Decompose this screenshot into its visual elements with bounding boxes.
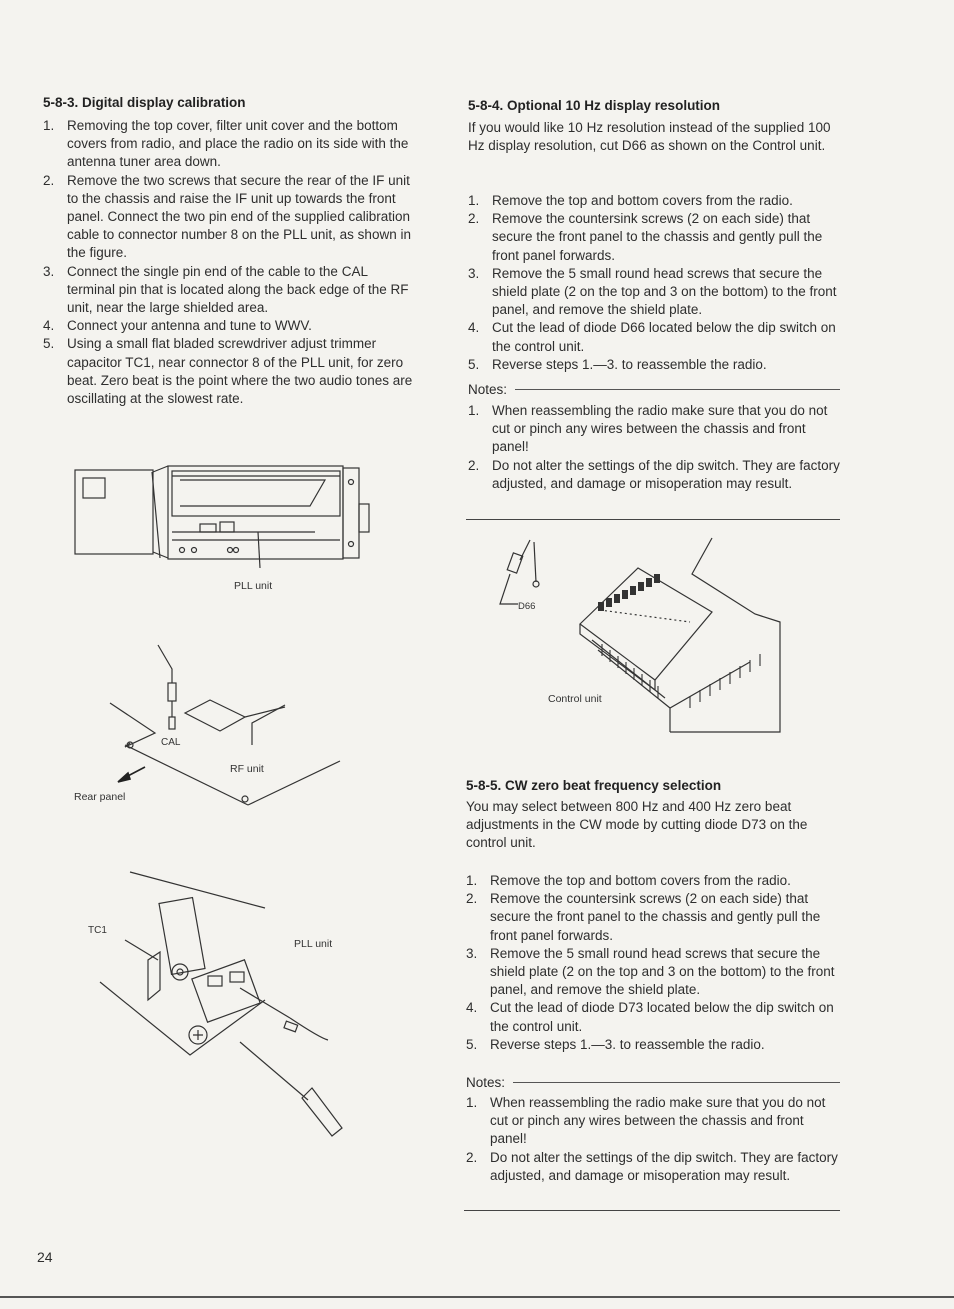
rf-unit-label: RF unit bbox=[230, 763, 264, 775]
section-5-8-5-heading: 5-8-5. CW zero beat frequency selection bbox=[466, 778, 722, 793]
section-5-8-4-notes bbox=[468, 402, 840, 493]
section-5-8-4-heading: 5-8-4. Optional 10 Hz display resolution bbox=[468, 98, 721, 113]
notes-heading: Notes: bbox=[468, 382, 840, 397]
section-5-8-4-intro: If you would like 10 Hz resolution instead of the supplied 100 Hz display resolution, cut D66 as shown on the Control unit. bbox=[468, 120, 831, 154]
list-item: 2. Remove the countersink screws (2 on each side) that secure the front panel to the chassis and gently pull the front panel forwards. bbox=[468, 211, 823, 263]
list-item: 2. Do not alter the settings of the dip switch. They are factory adjusted, and damage or misoperation may result. bbox=[466, 1149, 838, 1183]
d66-label: D66 bbox=[518, 601, 536, 612]
control-unit-d66-figure bbox=[490, 532, 790, 742]
section-5-8-4-steps bbox=[468, 192, 840, 374]
section-5-8-3-heading: 5-8-3. Digital display calibration bbox=[43, 95, 246, 110]
list-item: 1. Remove the top and bottom covers from the radio. bbox=[466, 873, 791, 888]
section-5-8-5-steps bbox=[466, 872, 840, 1054]
tc1-screwdriver-figure bbox=[80, 860, 360, 1150]
list-item: 1. When reassembling the radio make sure that you do not cut or pinch any wires between the chassis and front panel! bbox=[468, 403, 828, 455]
tc1-label: TC1 bbox=[88, 925, 107, 936]
section-5-8-5-notes bbox=[466, 1094, 840, 1185]
radio-side-view-figure bbox=[70, 462, 390, 602]
section-5-8-5-intro: You may select between 800 Hz and 400 Hz zero beat adjustments in the CW mode by cutting diode D73 on the control unit. bbox=[466, 799, 808, 851]
rf-unit-cal-figure bbox=[70, 645, 350, 805]
notes-heading: Notes: bbox=[466, 1075, 840, 1090]
list-item: 4. Cut the lead of diode D66 located below the dip switch on the control unit. bbox=[468, 320, 836, 354]
list-item: 2. Remove the two screws that secure the rear of the IF unit to the chassis and raise the IF unit up towards the front panel. Connect the two pin end of the supplied calibration cable to connector number 8 on the PLL unit, as shown in the figure. bbox=[43, 172, 411, 261]
page-number: 24 bbox=[37, 1249, 53, 1265]
section-divider bbox=[466, 519, 840, 520]
page-edge bbox=[0, 1296, 954, 1298]
list-item: 3. Connect the single pin end of the cable to the CAL terminal pin that is located along the back edge of the RF unit, near the large shielded area. bbox=[43, 263, 409, 316]
section-divider bbox=[464, 1210, 840, 1211]
pll-unit-bottom-label: PLL unit bbox=[294, 938, 333, 950]
list-item: 5. Using a small flat bladed screwdriver adjust trimmer capacitor TC1, near connector 8 of the PLL unit, for zero beat. Zero beat is the point where the two audio tones are oscillating at the slowest rate. bbox=[43, 336, 413, 407]
pll-unit-label: PLL unit bbox=[234, 580, 273, 592]
list-item: 1. Removing the top cover, filter unit cover and the bottom covers from radio, and place the radio on its side with the antenna tuner area down. bbox=[43, 118, 409, 170]
cal-label: CAL bbox=[161, 737, 181, 748]
list-item: 2. Remove the countersink screws (2 on each side) that secure the front panel to the chassis and gently pull the front panel forwards. bbox=[466, 891, 821, 943]
list-item: 2. Do not alter the settings of the dip switch. They are factory adjusted, and damage or misoperation may result. bbox=[468, 457, 840, 491]
list-item: 4. Connect your antenna and tune to WWV. bbox=[43, 318, 312, 334]
list-item: 1. When reassembling the radio make sure that you do not cut or pinch any wires between the chassis and front panel! bbox=[466, 1095, 826, 1147]
list-item: 5. Reverse steps 1.—3. to reassemble the radio. bbox=[466, 1036, 765, 1052]
list-item: 5. Reverse steps 1.—3. to reassemble the radio. bbox=[468, 356, 767, 372]
control-unit-label: Control unit bbox=[548, 693, 602, 705]
section-5-8-3-steps bbox=[43, 117, 416, 408]
list-item: 3. Remove the 5 small round head screws that secure the shield plate (2 on the top and 3 on the bottom) to the front panel, and remove the shield plate. bbox=[466, 945, 835, 998]
rear-panel-label: Rear panel bbox=[74, 791, 126, 803]
list-item: 1. Remove the top and bottom covers from the radio. bbox=[468, 193, 793, 208]
list-item: 3. Remove the 5 small round head screws that secure the shield plate (2 on the top and 3 on the bottom) to the front panel, and remove the shield plate. bbox=[468, 265, 837, 318]
list-item: 4. Cut the lead of diode D73 located below the dip switch on the control unit. bbox=[466, 1000, 834, 1034]
